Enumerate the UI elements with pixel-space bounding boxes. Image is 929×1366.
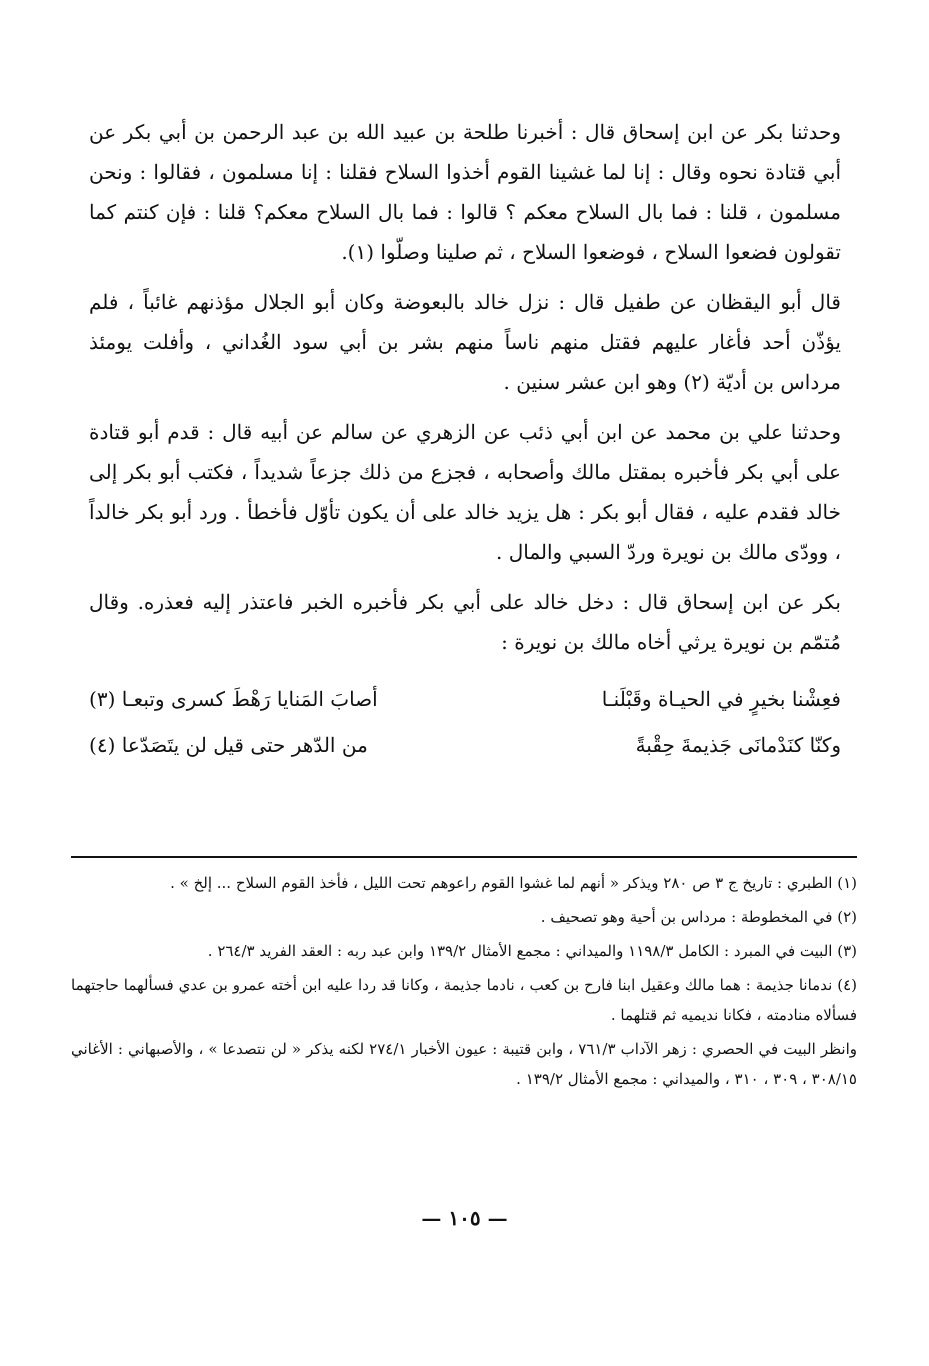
footnote-1: (١) الطبري : تاريخ ج ٣ ص ٢٨٠ ويذكر « أنهم لما غشوا القوم راعوهم تحت الليل ، فأخذ القوم السلاح ... إلخ » . [170,874,857,892]
verse-1 [89,676,841,722]
verse-2-first-hemistich: وكنّا كنَدْمانَى جَذيمةَ حِقْبةً [635,733,841,757]
verse-1-first-hemistich: فعِشْنا بخيرٍ في الحيـاة وقَبْلَنـا [601,687,841,711]
footnote-4: (٤) ندمانا جذيمة : هما مالك وعقيل ابنا فارح بن كعب ، نادما جذيمة ، وكانا قد ردا عليه ابن أخته عمرو بن عدي فسألهما حاجتهما فسألاه منادمته ، فكانا نديميه ثم قتلهما . [71,976,857,1024]
paragraph-4: بكر عن ابن إسحاق قال : دخل خالد على أبي بكر فأخبره الخبر فاعتذر إليه فعذره. وقال مُتمّم بن نويرة يرثي أخاه مالك بن نويرة : [89,590,841,654]
main-text [89,112,841,768]
page-number: — ١٠٥ — [421,1206,508,1230]
footnote-4-continued: وانظر البيت في الحصري : زهر الآداب ٧٦١/٣ ، وابن قتيبة : عيون الأخبار ٢٧٤/١ لكنه يذكر « لن نتصدعا » ، والأصبهاني : الأغاني ٣٠٨/١٥ ، ٣٠٩ ، ٣١٠ ، والميداني : مجمع الأمثال ١٣٩/٢ . [71,1040,857,1088]
footnote-2: (٢) في المخطوطة : مرداس بن أحية وهو تصحيف . [540,908,857,926]
footnote-divider [71,856,857,858]
paragraph-2: قال أبو اليقظان عن طفيل قال : نزل خالد بالبعوضة وكان أبو الجلال مؤذنهم غائباً ، فلم يؤذّن أحد فأغار عليهم فقتل منهم ناساً منهم بشر بن أبي سود الغُداني ، وأفلت يومئذ مرداس بن أديّة (٢) وهو ابن عشر سنين . [89,290,841,394]
verse-2-second-hemistich: من الدّهر حتى قيل لن يتَصَدّعا (٤) [89,733,368,757]
footnotes [71,868,857,1098]
verse-2 [89,722,841,768]
verse-1-second-hemistich: أصابَ المَنايا رَهْطَ كسرى وتبعـا (٣) [89,687,378,711]
footnote-3: (٣) البيت في المبرد : الكامل ١١٩٨/٣ والميداني : مجمع الأمثال ١٣٩/٢ وابن عبد ربه : العقد الفريد ٢٦٤/٣ . [207,942,857,960]
paragraph-1: وحدثنا بكر عن ابن إسحاق قال : أخبرنا طلحة بن عبيد الله بن عبد الرحمن بن أبي بكر عن أبي قتادة نحوه وقال : إنا لما غشينا القوم أخذوا السلاح فقلنا : إنا مسلمون ، فقالوا : ونحن مسلمون ، قلنا : فما بال السلاح معكم ؟ قالوا : فما بال السلاح معكم؟ قلنا : فإن كنتم كما تقولون فضعوا السلاح ، فوضعوا السلاح ، ثم صلينا وصلّوا (١). [89,120,841,264]
paragraph-3: وحدثنا علي بن محمد عن ابن أبي ذئب عن الزهري عن سالم عن أبيه قال : قدم أبو قتادة على أبي بكر فأخبره بمقتل مالك وأصحابه ، فجزع من ذلك جزعاً شديداً ، فكتب أبو بكر إلى خالد فقدم عليه ، فقال أبو بكر : هل يزيد خالد على أن يكون تأوّل فأخطأ . ورد أبو بكر خالداً ، وودّى مالك بن نويرة وردّ السبي والمال . [89,420,841,564]
poem [89,676,841,768]
